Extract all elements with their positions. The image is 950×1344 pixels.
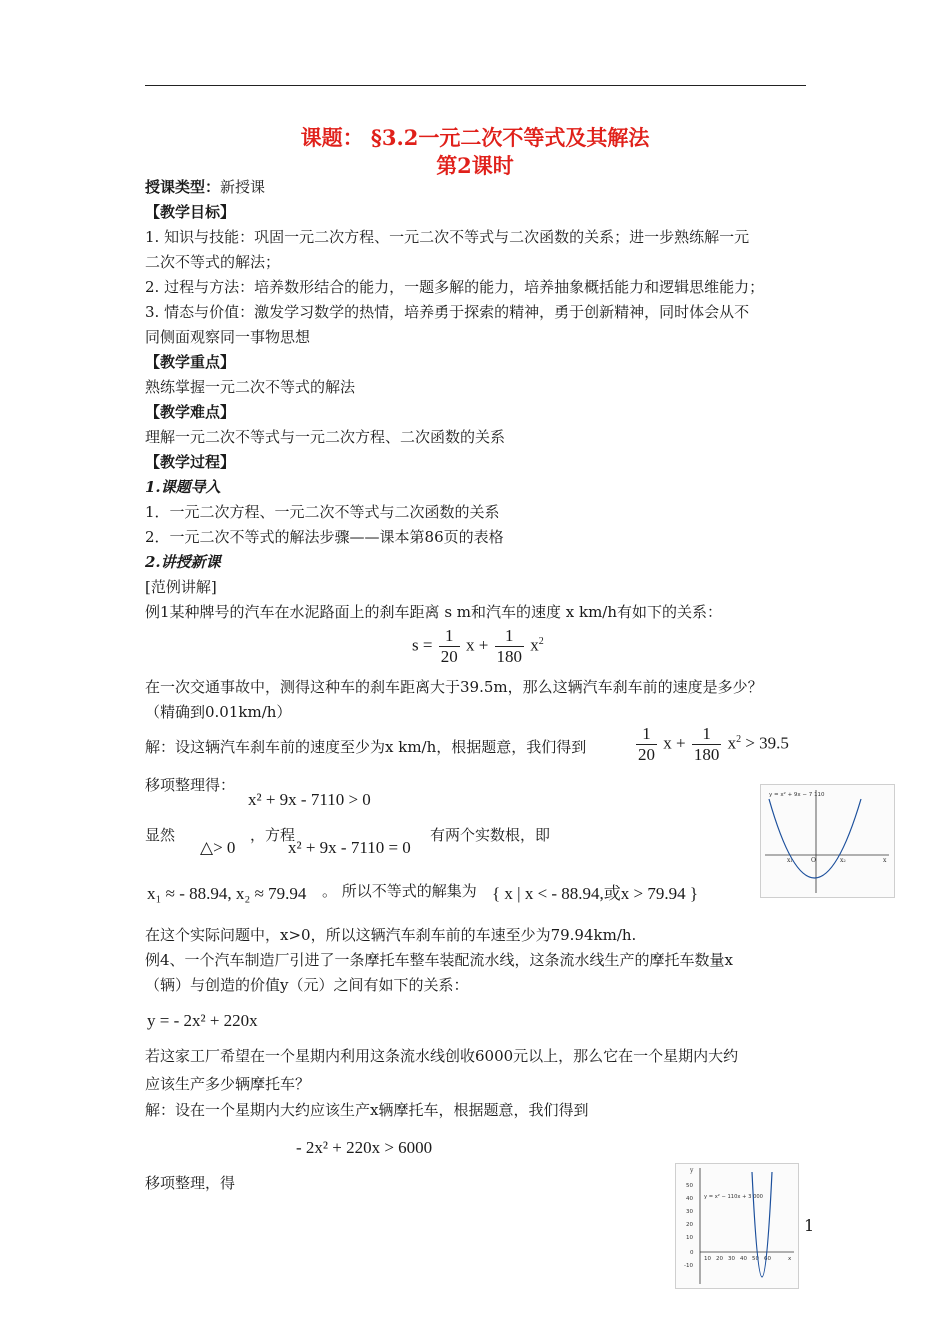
y-tick: -10 (684, 1263, 693, 1269)
graph1-x2: x₂ (840, 857, 846, 864)
y-tick: 50 (686, 1183, 693, 1189)
example1-move: 移项整理得： (145, 776, 236, 794)
graph2-label: y = x² − 110x + 3 000 (704, 1194, 763, 1200)
example4-inequality: - 2x² + 220x > 6000 (296, 1138, 433, 1157)
example1-question-1: 在一次交通事故中，测得这种车的刹车距离大于39.5m，那么这辆汽车刹车前的速度是多少？ (145, 678, 763, 696)
x-tick: 10 (704, 1256, 711, 1262)
parabola-graph-1 (760, 784, 895, 898)
fraction-1-20: $\frac{1}{20}$ (440, 626, 458, 666)
graph1-x1: x₁ (787, 857, 793, 864)
parabola-graph-2 (675, 1163, 799, 1289)
difficulty-header: 【教学难点】 (145, 403, 236, 421)
y-tick: 40 (686, 1196, 693, 1202)
lesson-title: 课题： §3.2一元二次不等式及其解法 (300, 125, 650, 150)
solution-set: { x | x < - 88.94,或x > 79.94 } (492, 884, 699, 903)
lesson-type (145, 178, 265, 197)
example1-conclusion: 在这个实际问题中，x>0，所以这辆汽车刹车前的车速至少为79.94km/h. (145, 926, 637, 944)
lesson-type-label: 授课类型： (145, 178, 221, 196)
example-label: [范例讲解] (145, 578, 217, 596)
example1-obvious: 显然 (145, 826, 176, 844)
goal-2: 2. 过程与方法：培养数形结合的能力，一题多解的能力，培养抽象概括能力和逻辑思维能力； (145, 278, 765, 296)
graph1-origin: O (811, 857, 816, 864)
key-header: 【教学重点】 (145, 353, 236, 371)
page-number: 1 (804, 1216, 815, 1235)
discriminant: △> 0 (200, 838, 236, 857)
example1-solution: 解：设这辆汽车刹车前的速度至少为x km/h，根据题意，我们得到 (145, 738, 587, 756)
formula-lhs: s = (412, 635, 433, 655)
goal-header: 【教学目标】 (145, 203, 236, 221)
roots: x₁ ≈ - 88.94, x₂ ≈ 79.94 (147, 884, 307, 903)
difficulty-text: 理解一元二次不等式与一元二次方程、二次函数的关系 (145, 428, 506, 446)
graph2-y-ticks (684, 1183, 694, 1269)
goal-3b: 同侧面观察同一事物思想 (145, 328, 311, 346)
section-new: 2.讲授新课 (145, 553, 221, 571)
fraction-1-180: $\frac{1}{180}$ (496, 626, 523, 666)
graph2-x-ticks (704, 1256, 792, 1262)
x-tick: 20 (716, 1256, 723, 1262)
goal-1a: 1. 知识与技能：巩固一元二次方程、一元二次不等式与二次函数的关系；进一步熟练解一元 (145, 228, 750, 246)
parabola-2-figure (676, 1164, 798, 1288)
inequality-tail: > 39.5 (745, 733, 789, 753)
x-tick: 30 (728, 1256, 735, 1262)
lesson-subtitle: 第2课时 (436, 153, 514, 178)
parabola-1-figure (761, 785, 894, 897)
example4-a: 例4、一个汽车制造厂引进了一条摩托车整车装配流水线，这条流水线生产的摩托车数量x (145, 951, 734, 969)
graph1-x-label: x (883, 857, 887, 864)
graph1-label: y = x² + 9x − 7 110 (769, 792, 825, 798)
example4-b: （辆）与创造的价值y（元）之间有如下的关系： (145, 976, 469, 994)
equation-label: ，方程 (250, 826, 296, 844)
key-text: 熟练掌握一元二次不等式的解法 (145, 378, 356, 396)
formula-mid: x + (465, 635, 489, 655)
example4-solution: 解：设在一个星期内大约应该生产x辆摩托车，根据题意，我们得到 (145, 1101, 589, 1119)
y-tick: 0 (690, 1250, 694, 1256)
example1-text: 例1某种牌号的汽车在水泥路面上的刹车距离 s m和汽车的速度 x km/h有如下的关系： (145, 603, 723, 621)
fraction-1-180-b: $\frac{1}{180}$ (693, 724, 720, 764)
process-header: 【教学过程】 (145, 453, 236, 471)
x-tick: 50 (752, 1256, 759, 1262)
graph2-y-label: y (690, 1167, 694, 1174)
x-tick: 60 (764, 1256, 771, 1262)
example4-question-1: 若这家工厂希望在一个星期内利用这条流水线创收6000元以上，那么它在一个星期内大约 (145, 1047, 739, 1065)
example1-inequality: $\frac{1}{20}$ x + $\frac{1}{180}$ $x^2 > 39.5$ (638, 724, 789, 764)
lesson-type-value: 新授课 (220, 178, 266, 196)
example1-formula: s = $\frac{1}{20}$ x + $\frac{1}{180}$ $x^2$ (412, 626, 544, 666)
y-tick: 10 (686, 1235, 693, 1241)
goal-3a: 3. 情态与价值：激发学习数学的热情，培养勇于探索的精神，勇于创新精神，同时体会从不 (145, 303, 750, 321)
x-label: x (788, 1256, 792, 1262)
x-tick: 40 (740, 1256, 747, 1262)
section-intro: 1.课题导入 (145, 478, 221, 496)
solution-set-label: 。 所以不等式的解集为 (322, 882, 477, 900)
example4-formula: y = - 2x² + 220x (147, 1011, 258, 1030)
formula-tail: x (530, 635, 539, 655)
example4-move: 移项整理，得 (145, 1174, 236, 1192)
example4-question-2: 应该生产多少辆摩托车？ (145, 1075, 311, 1093)
roots-label: 有两个实数根，即 (430, 826, 551, 844)
intro-item-1: 1．一元二次方程、一元二次不等式与二次函数的关系 (145, 503, 500, 521)
parabola-curve (769, 799, 861, 878)
example1-question-2: （精确到0.01km/h） (145, 703, 292, 721)
intro-item-2: 2．一元二次不等式的解法步骤——课本第86页的表格 (145, 528, 504, 546)
example1-inequality-2: x² + 9x - 7110 > 0 (248, 790, 371, 809)
y-tick: 20 (686, 1222, 693, 1228)
goal-1b: 二次不等式的解法； (145, 253, 281, 271)
header-rule (145, 85, 806, 86)
fraction-1-20-b: $\frac{1}{20}$ (638, 724, 655, 764)
equation: x² + 9x - 7110 = 0 (288, 838, 411, 857)
y-tick: 30 (686, 1209, 693, 1215)
